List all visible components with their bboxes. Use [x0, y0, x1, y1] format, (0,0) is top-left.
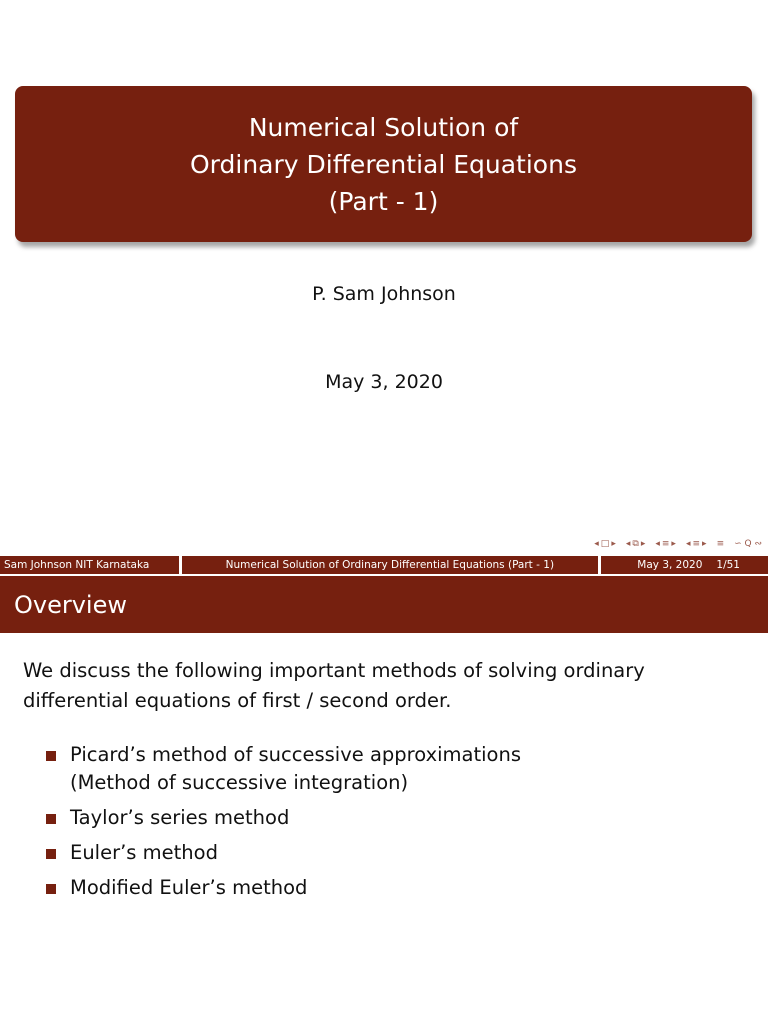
overview-slide — [0, 576, 768, 1024]
list-item-label: Picard’s method of successive approximations — [70, 743, 521, 766]
bullet-square-icon — [46, 814, 56, 824]
section-next-icon[interactable]: ▸ — [671, 539, 676, 549]
footer-author: Sam Johnson NIT Karnataka — [4, 559, 150, 571]
list-item — [46, 839, 746, 867]
toc-icon[interactable]: ≡ — [716, 539, 725, 549]
bullet-square-icon — [46, 884, 56, 894]
list-item-label: Taylor’s series method — [70, 806, 290, 829]
search-icon[interactable]: ∽ Q ∾ — [734, 539, 762, 549]
intro-paragraph: We discuss the following important methods of solving ordinary differential equations of first / second order. — [23, 659, 645, 712]
beamer-navigation-bar — [594, 537, 762, 551]
part-icon[interactable]: ≡ — [692, 539, 701, 549]
list-item-subtitle: (Method of successive integration) — [70, 771, 409, 794]
subsection-nav — [626, 539, 646, 549]
frame-next-icon[interactable]: ▸ — [611, 539, 616, 549]
section-nav — [655, 539, 676, 549]
bullet-square-icon — [46, 849, 56, 859]
footer-date: May 3, 2020 — [637, 559, 703, 571]
title-line-2: Ordinary Differential Equations — [190, 149, 577, 179]
author-name: P. Sam Johnson — [312, 283, 456, 305]
footer-title: Numerical Solution of Ordinary Differential Equations (Part - 1) — [225, 559, 555, 571]
slide-footer — [0, 556, 768, 574]
part-next-icon[interactable]: ▸ — [702, 539, 707, 549]
presentation-date: May 3, 2020 — [325, 371, 443, 393]
part-nav — [686, 539, 707, 549]
subsection-icon[interactable]: ⧉ — [632, 539, 639, 549]
list-item — [46, 741, 746, 797]
frame-title: Overview — [14, 591, 127, 619]
list-item-label: Modified Euler’s method — [70, 876, 308, 899]
bullet-square-icon — [46, 751, 56, 761]
frame-icon[interactable]: □ — [600, 539, 610, 549]
part-prev-icon[interactable]: ◂ — [685, 539, 691, 549]
methods-list — [46, 741, 746, 909]
list-item-label: Euler’s method — [70, 841, 218, 864]
subsection-next-icon[interactable]: ▸ — [640, 539, 646, 549]
frame-nav — [594, 539, 616, 549]
frame-title-bar — [0, 576, 768, 633]
section-prev-icon[interactable]: ◂ — [655, 539, 660, 549]
frame-prev-icon[interactable]: ◂ — [594, 539, 599, 549]
list-item — [46, 804, 746, 832]
title-line-1: Numerical Solution of — [248, 112, 519, 142]
list-item — [46, 874, 746, 902]
title-block — [15, 86, 752, 242]
title-line-3: (Part - 1) — [328, 186, 439, 216]
section-icon[interactable]: ≡ — [661, 539, 670, 549]
subsection-prev-icon[interactable]: ◂ — [625, 539, 631, 549]
footer-page-number: 1/51 — [716, 559, 740, 571]
footer-right — [601, 556, 768, 574]
